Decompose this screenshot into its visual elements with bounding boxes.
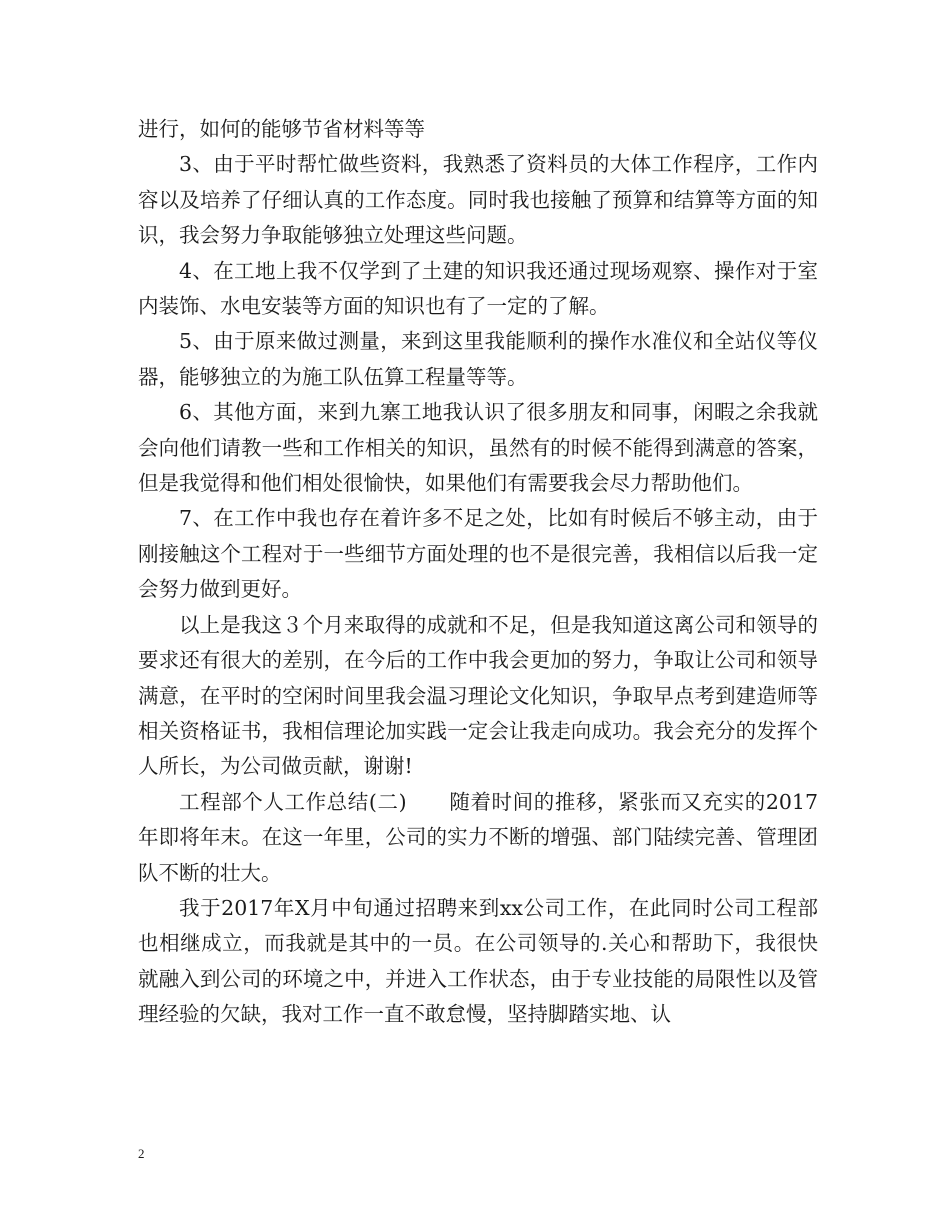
paragraph-section-two-body: 我于2017年X月中旬通过招聘来到xx公司工作，在此同时公司工程部也相继成立，而我就是其中的一员。在公司领导的.关心和帮助下，我很快就融入到公司的环境之中，并进入工作状态，由于专业技能的局限性以及管理经验的欠缺，我对工作一直不敢怠慢，坚持脚踏实地、认	[138, 895, 818, 1027]
paragraph-item-6: 6、其他方面，来到九寨工地我认识了很多朋友和同事，闲暇之余我就会向他们请教一些和工作相关的知识，虽然有的时候不能得到满意的答案，但是我觉得和他们相处很愉快，如果他们有需要我会尽力帮助他们。	[138, 400, 818, 496]
document-body	[138, 112, 818, 1033]
paragraph-item-3: 3、由于平时帮忙做些资料，我熟悉了资料员的大体工作程序，工作内容以及培养了仔细认真的工作态度。同时我也接触了预算和结算等方面的知识，我会努力争取能够独立处理这些问题。	[138, 152, 818, 248]
paragraph-continued: 进行，如何的能够节省材料等等	[138, 117, 425, 141]
paragraph-item-5: 5、由于原来做过测量，来到这里我能顺利的操作水准仪和全站仪等仪器，能够独立的为施工队伍算工程量等等。	[138, 329, 818, 389]
paragraph-item-4: 4、在工地上我不仅学到了土建的知识我还通过现场观察、操作对于室内装饰、水电安装等方面的知识也有了一定的了解。	[138, 258, 818, 319]
page-number: 2	[138, 1146, 145, 1161]
paragraph-section-two-intro: 工程部个人工作总结(二) 随着时间的推移，紧张而又充实的2017年即将年末。在这一年里，公司的实力不断的增强、部门陆续完善、管理团队不断的壮大。	[138, 789, 818, 885]
paragraph-summary: 以上是我这３个月来取得的成就和不足，但是我知道这离公司和领导的要求还有很大的差别，在今后的工作中我会更加的努力，争取让公司和领导满意，在平时的空闲时间里我会温习理论文化知识，争取早点考到建造师等相关资格证书，我相信理论加实践一定会让我走向成功。我会充分的发挥个人所长，为公司做贡献，谢谢!	[138, 612, 818, 779]
paragraph-item-7: 7、在工作中我也存在着许多不足之处，比如有时候后不够主动，由于刚接触这个工程对于一些细节方面处理的也不是很完善，我相信以后我一定会努力做到更好。	[138, 506, 818, 602]
